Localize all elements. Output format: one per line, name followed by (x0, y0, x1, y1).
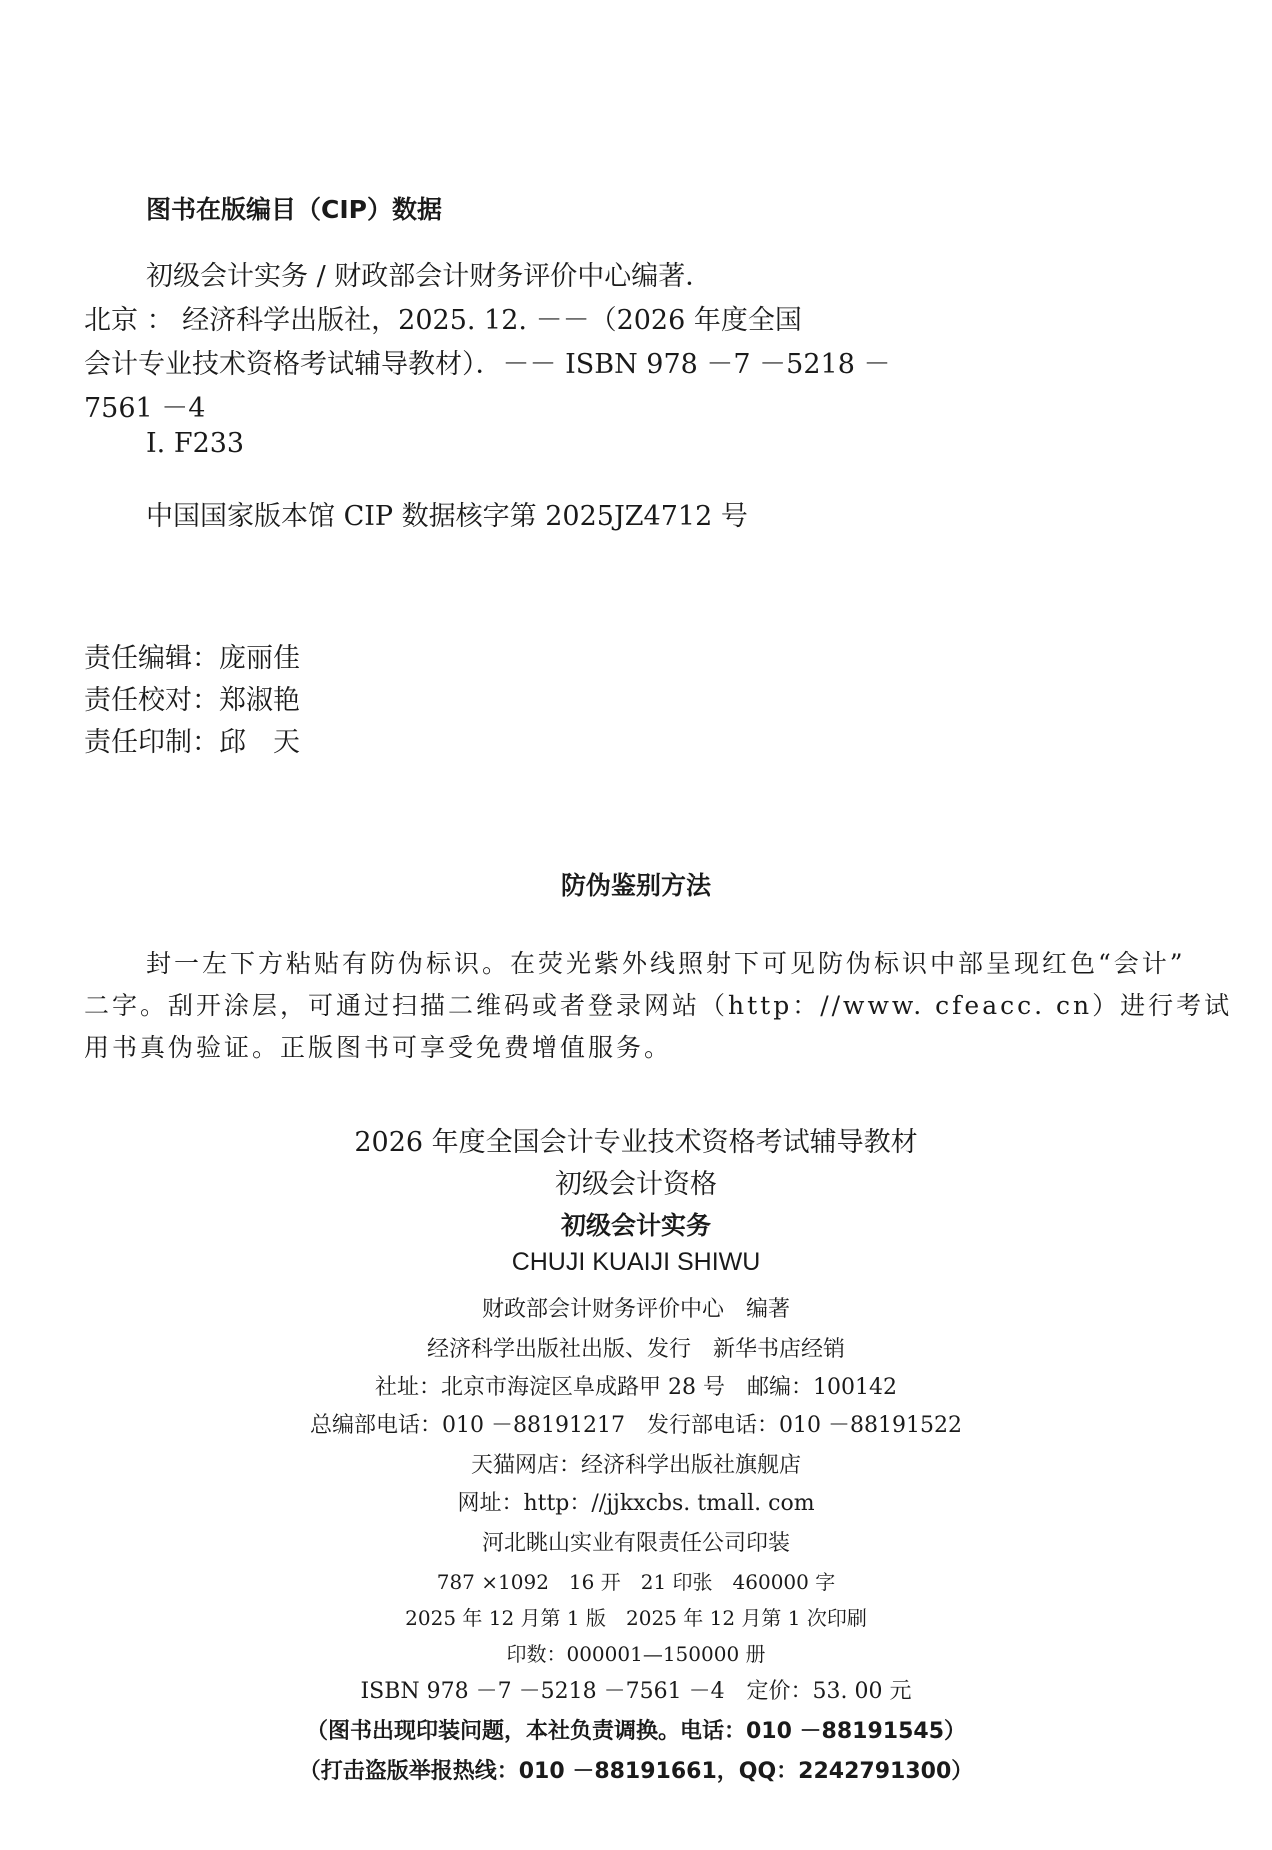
cip-heading: 图书在版编目（CIP）数据 (146, 195, 442, 224)
anticounterfeit-line-2: 二字。刮开涂层，可通过扫描二维码或者登录网站（http：//www. cfeacc. cn）进行考试 (84, 991, 1233, 1020)
anticounterfeit-line-1: 封一左下方粘贴有防伪标识。在荧光紫外线照射下可见防伪标识中部呈现红色“会计” (146, 949, 1186, 978)
cip-line-3: 会计专业技术资格考试辅导教材）．－－ ISBN 978 －7 －5218 － (84, 349, 891, 380)
colophon-address: 社址：北京市海淀区阜成路甲 28 号 邮编：100142 (375, 1375, 897, 1400)
colophon-specs: 787 ×1092 16 开 21 印张 460000 字 (436, 1570, 836, 1594)
staff-editor: 责任编辑：庞丽佳 (84, 643, 300, 674)
cip-classification: Ⅰ. F233 (146, 428, 245, 459)
cip-line-1: 初级会计实务 / 财政部会计财务评价中心编著． (146, 261, 713, 292)
cip-record: 中国国家版本馆 CIP 数据核字第 2025JZ4712 号 (146, 501, 748, 532)
colophon-print-run: 印数：000001—150000 册 (506, 1642, 766, 1666)
colophon-phones: 总编部电话：010 －88191217 发行部电话：010 －88191522 (310, 1413, 962, 1438)
colophon-store: 天猫网店：经济科学出版社旗舰店 (470, 1453, 801, 1478)
colophon-printer: 河北眺山实业有限责任公司印装 (481, 1531, 790, 1556)
colophon-level: 初级会计资格 (555, 1169, 717, 1200)
cip-line-4: 7561 －4 (84, 393, 206, 424)
colophon-isbn-price: ISBN 978 －7 －5218 －7561 －4 定价：53. 00 元 (360, 1679, 912, 1704)
staff-proofreader: 责任校对：郑淑艳 (84, 685, 300, 716)
colophon-piracy-hotline: （打击盗版举报热线：010 －88191661，QQ：2242791300） (298, 1759, 974, 1784)
colophon-author: 财政部会计财务评价中心 编著 (481, 1297, 790, 1322)
colophon-website: 网址：http：//jjkxcbs. tmall. com (457, 1491, 815, 1516)
anticounterfeit-line-3: 用书真伪验证。正版图书可享受免费增值服务。 (84, 1033, 673, 1062)
colophon-publisher: 经济科学出版社出版、发行 新华书店经销 (426, 1337, 845, 1362)
colophon-pinyin: CHUJI KUAIJI SHIWU (511, 1248, 761, 1276)
colophon-edition: 2025 年 12 月第 1 版 2025 年 12 月第 1 次印刷 (405, 1606, 867, 1630)
colophon-title: 初级会计实务 (560, 1211, 711, 1240)
cip-line-2: 北京 ： 经济科学出版社，2025. 12. －－（2026 年度全国 (84, 305, 802, 336)
colophon-series: 2026 年度全国会计专业技术资格考试辅导教材 (354, 1127, 918, 1158)
colophon-quality-notice: （图书出现印装问题，本社负责调换。电话：010 －88191545） (305, 1719, 967, 1744)
staff-printing: 责任印制：邱 天 (84, 727, 300, 758)
anticounterfeit-heading: 防伪鉴别方法 (560, 871, 711, 900)
